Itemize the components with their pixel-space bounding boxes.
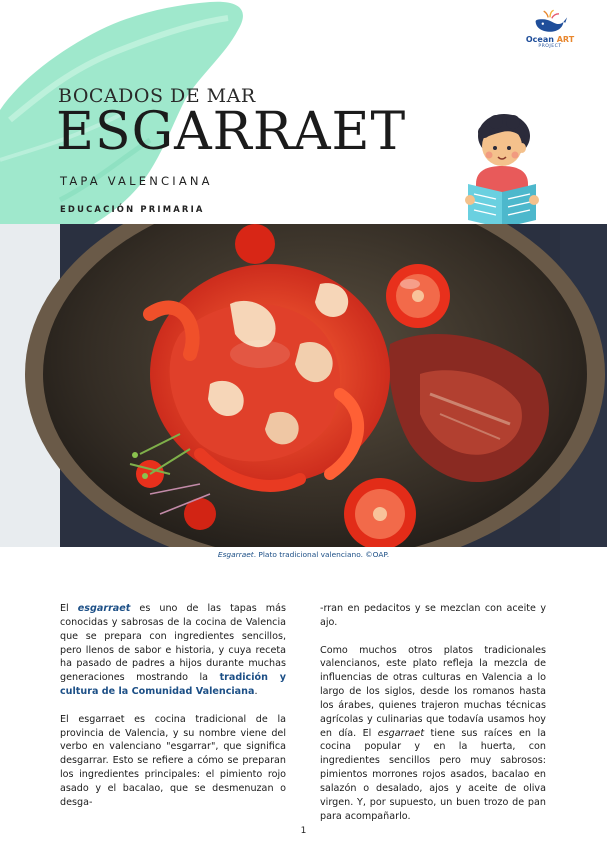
photo-caption: Esgarraet. Plato tradicional valenciano. ©OAP. <box>217 550 390 559</box>
education-level: EDUCACIÓN PRIMARIA <box>60 204 205 214</box>
page-title: ESGARRAET <box>56 102 407 162</box>
logo-brand: Ocean ART <box>525 35 575 44</box>
text-column-left <box>60 602 286 824</box>
logo-subtitle: PROJECT <box>538 44 562 49</box>
whale-logo-icon <box>532 8 568 34</box>
page-subtitle: TAPA VALENCIANA <box>60 174 213 188</box>
history-paragraph: Como muchos otros platos tradicionales valencianos, este plato refleja la mezcla de influencias de otras culturas en Valencia a lo largo de los siglos, desde los romanos hasta los árabes, quienes trajeron muchas técnicas agrícolas y culinarias que todavía usamos hoy en día. El esgarraet tiene sus raíces en la cocina popular y en la huerta, con ingredientes sencillos pero muy sabrosos: pimientos morrones rojos asados, bacalao en salazón o desalado, ajos y aceite de oliva virgen. Y, por supuesto, un buen trozo de pan para acompañarlo. <box>320 644 546 822</box>
intro-paragraph: El esgarraet es uno de las tapas más conocidas y sabrosas de la cocina de Valencia que se prepara con ingredientes sencillos, pero llenos de sabor e historia, y cuya receta ha pasado de padres a hijos durante muchas generaciones mostrando la tradición y cultura de la Comunidad Valenciana. <box>60 603 286 698</box>
ocean-art-logo <box>519 8 581 49</box>
page-number: 1 <box>300 826 307 836</box>
dish-photo <box>0 224 607 547</box>
continuation-paragraph: -rran en pedacitos y se mezclan con aceite y ajo. <box>320 603 546 628</box>
text-column-right <box>320 602 546 837</box>
series-title: BOCADOS DE MAR <box>58 85 256 107</box>
etymology-paragraph: El esgarraet es cocina tradicional de la provincia de Valencia, y su nombre viene del verbo en valenciano "esgarrar", que significa desgarrar. Esto se refiere a cómo se preparan los ingredientes principales: el pimiento rojo asado y el bacalao, que se desmenuzan o desga- <box>60 713 286 808</box>
